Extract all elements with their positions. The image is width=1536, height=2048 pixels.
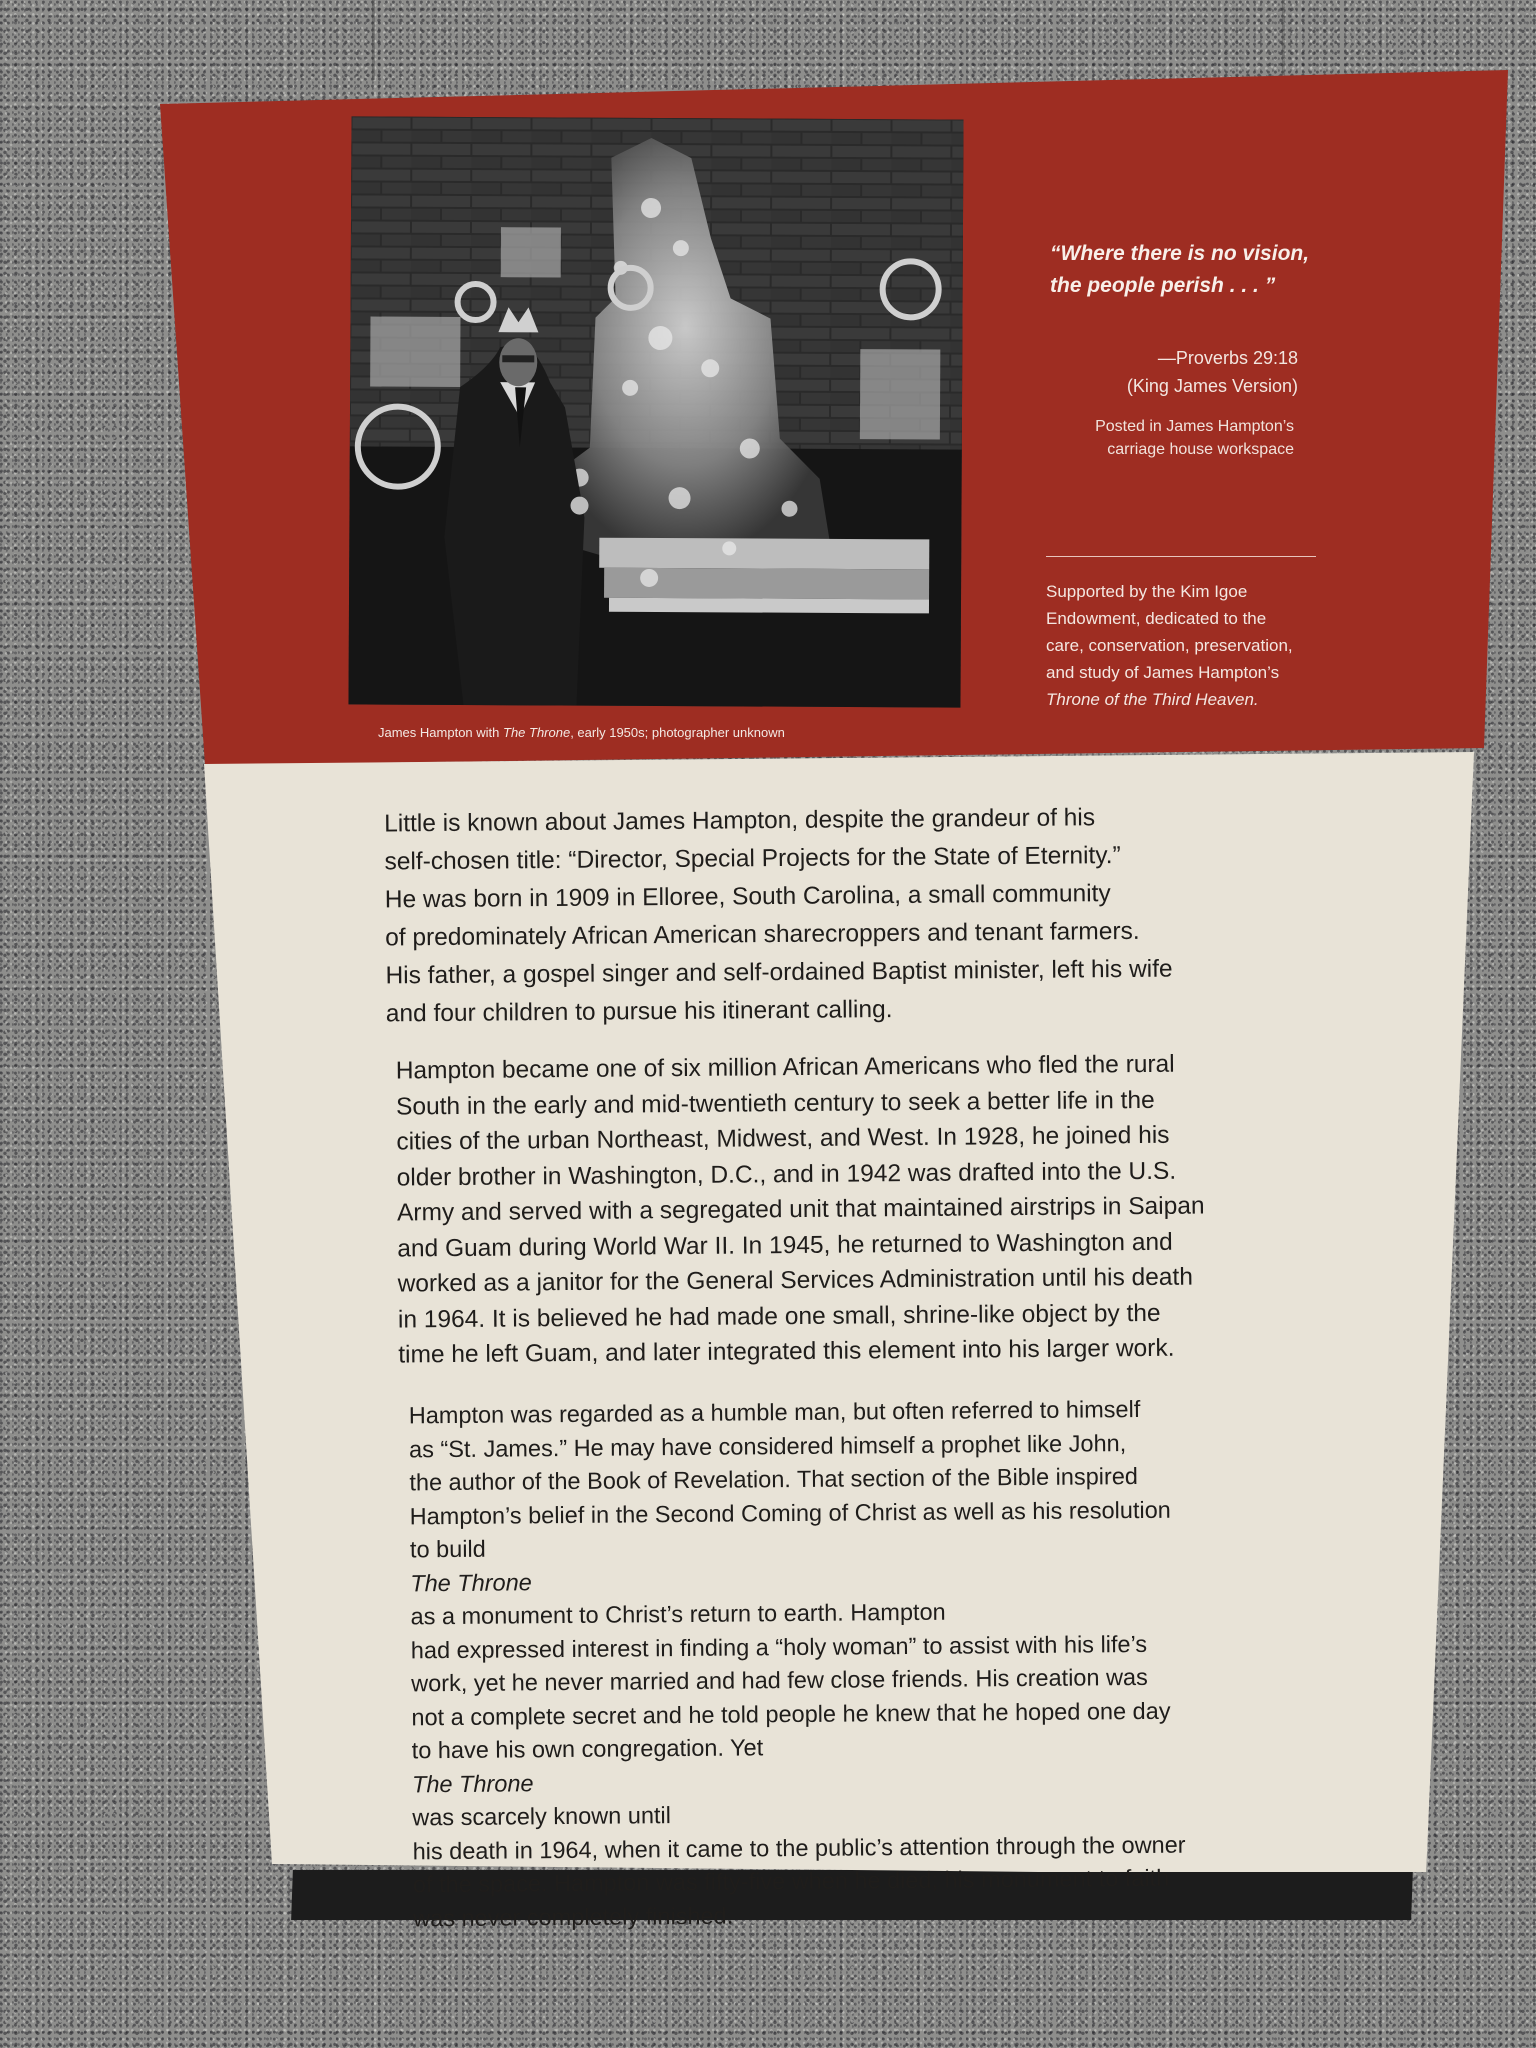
paragraph-line	[412, 1728, 1186, 1835]
paragraph-line: in 1964. It is believed he had made one small, shrine-like object by the	[397, 1299, 1161, 1334]
paragraph-line	[410, 1527, 1184, 1634]
paragraph-line: His father, a gospel singer and self-ordained Baptist minister, left his wife	[385, 955, 1173, 990]
paragraph-line: older brother in Washington, D.C., and in 1942 was drafted into the U.S.	[396, 1157, 1177, 1192]
artwork-title: The Throne	[411, 1769, 534, 1797]
paragraph-line: was never completely finished.	[413, 1902, 734, 1931]
historical-photo	[348, 116, 963, 707]
support-line: Endowment, dedicated to the	[1046, 609, 1267, 628]
paragraph-line: work, yet he never married and had few close friends. His creation was	[411, 1663, 1148, 1697]
paragraph-line: and Guam during World War II. In 1945, he returned to Washington and	[397, 1228, 1173, 1263]
paragraph-line: Little is known about James Hampton, despite the grandeur of his	[384, 804, 1096, 838]
posted-line: carriage house workspace	[1107, 441, 1294, 458]
caption-prefix: James Hampton with	[378, 725, 503, 740]
caption-suffix: , early 1950s; photographer unknown	[570, 725, 785, 740]
paragraph-faith	[409, 1393, 1187, 1936]
paragraph-line: South in the early and mid-twentieth century to seek a better life in the	[395, 1086, 1155, 1121]
paragraph-intro	[384, 799, 1173, 1034]
artwork-title: The Throne	[410, 1568, 532, 1596]
paragraph-line: his death in 1964, when it came to the public’s attention through the owner	[412, 1831, 1186, 1864]
support-line: Supported by the Kim Igoe	[1046, 582, 1248, 601]
quote-citation	[1040, 344, 1298, 400]
support-credit	[1046, 578, 1336, 713]
paragraph-line: He was born in 1909 in Elloree, South Carolina, a small community	[384, 880, 1111, 914]
paragraph-line: time he left Guam, and later integrated this element into his larger work.	[398, 1334, 1175, 1369]
paragraph-line: Hampton became one of six million African Americans who fled the rural	[395, 1050, 1175, 1085]
paragraph-line: Hampton’s belief in the Second Coming of Christ as well as his resolution	[409, 1496, 1171, 1529]
quote-line: “Where there is no vision,	[1050, 242, 1310, 265]
divider	[1046, 556, 1316, 557]
text-run: to build	[409, 1535, 486, 1563]
quote-source-note	[1040, 415, 1294, 461]
quote-line: the people perish . . . ”	[1050, 274, 1276, 297]
paragraph-line: Army and served with a segregated unit that maintained airstrips in Saipan	[396, 1192, 1205, 1227]
photo-caption	[378, 725, 785, 740]
paragraph-line: of predominately African American sharecroppers and tenant farmers.	[385, 917, 1140, 952]
paragraph-line: the author of the Book of Revelation. That section of the Bible inspired	[409, 1463, 1139, 1496]
text-run: as a monument to Christ’s return to earth. Hampton	[410, 1598, 946, 1630]
caption-title: The Throne	[503, 725, 571, 740]
paragraph-migration	[396, 1046, 1206, 1373]
proverb-quote	[1050, 238, 1350, 302]
paragraph-line: and four children to pursue his itinerant calling.	[385, 996, 893, 1028]
posted-line: Posted in James Hampton’s	[1095, 418, 1294, 435]
paragraph-line: of the space. Hampton was fifty-five when he died; his monument to faith	[412, 1864, 1170, 1898]
text-run: to have his own congregation. Yet	[411, 1734, 764, 1764]
photo-illustration	[348, 116, 963, 707]
support-line: Throne of the Third Heaven.	[1046, 690, 1259, 709]
citation-line: —Proverbs 29:18	[1157, 348, 1298, 368]
paragraph-line: had expressed interest in finding a “holy woman” to assist with his life’s	[410, 1630, 1148, 1663]
text-run: was scarcely known until	[412, 1802, 672, 1831]
paragraph-line: cities of the urban Northeast, Midwest, and West. In 1928, he joined his	[396, 1121, 1170, 1156]
paragraph-line: self-chosen title: “Director, Special Projects for the State of Eternity.”	[384, 842, 1121, 876]
paragraph-line: as “St. James.” He may have considered himself a prophet like John,	[408, 1429, 1127, 1462]
support-line: and study of James Hampton’s	[1046, 663, 1280, 682]
paragraph-line: not a complete secret and he told people he knew that he hoped one day	[411, 1697, 1171, 1730]
support-line: care, conservation, preservation,	[1046, 636, 1293, 655]
paragraph-line: Hampton was regarded as a humble man, but often referred to himself	[408, 1395, 1141, 1429]
paragraph-line: worked as a janitor for the General Services Administration until his death	[397, 1263, 1194, 1298]
citation-line: (King James Version)	[1126, 376, 1298, 396]
